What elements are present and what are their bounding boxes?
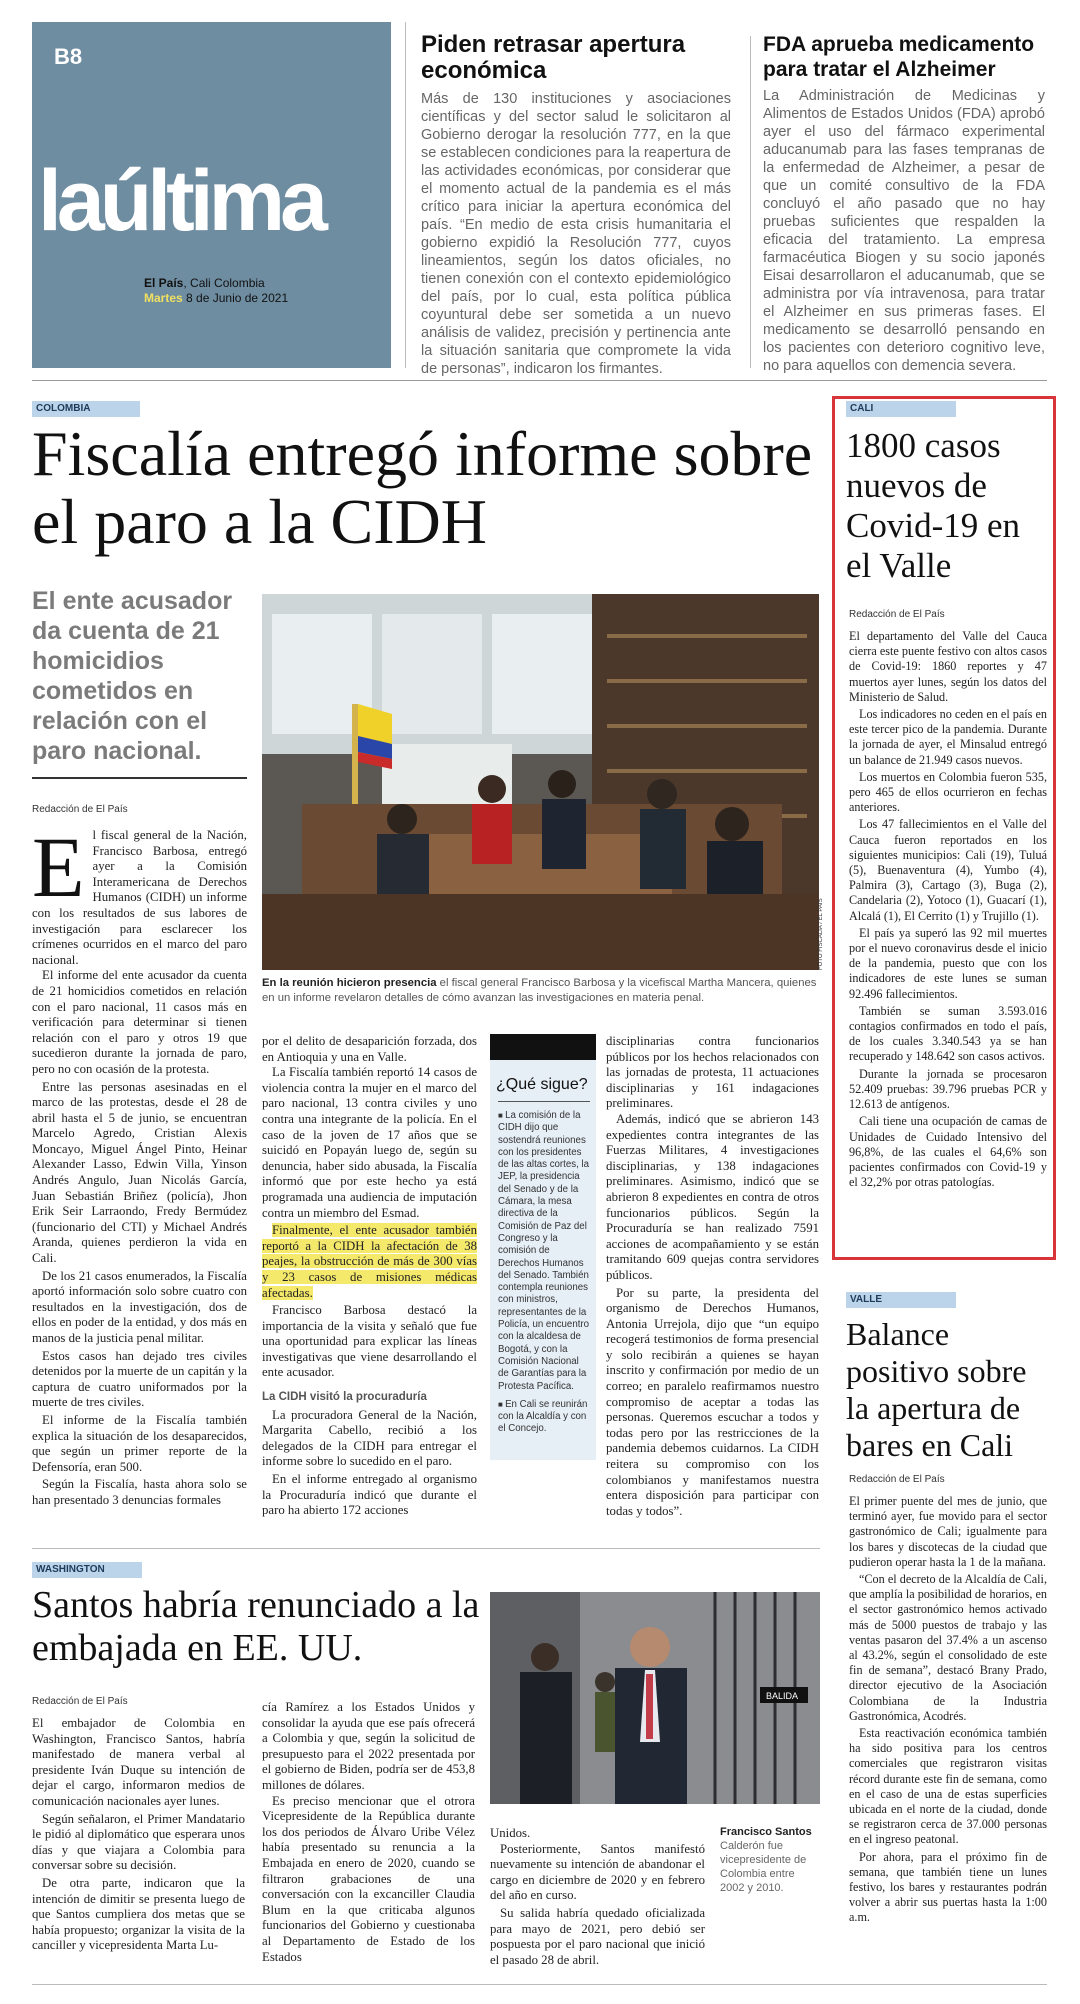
paragraph: “Con el decreto de la Alcaldía de Cali, que amplía la posibilidad de horarios, en el sector gastronómico hemos activado más de 5000 puestos de trabajo y las ventas pasaron del 37.4% a un ascenso al 43.2%, según el consolidado de este fin de semana”, destacó Brany Prado, director ejecutivo de la Asociación Colombiana de la Industria Gastronómica, Acodrés.: [849, 1572, 1047, 1723]
paragraph: Además, indicó que se abrieron 143 expedientes contra integrantes de las Fuerzas Militares, 4 investigaciones disciplinarias, y 138 indagaciones preliminares. Asimismo, indicó que se abrieron 8 expedientes en contra de otros funcionarios públicos. Según la Procuraduría se han realizado 7591 acciones de acompañamiento y se están tramitando 609 quejas contra servidores públicos.: [606, 1111, 819, 1282]
bullet-icon: ■: [498, 1111, 506, 1120]
main-column-1: [32, 819, 247, 1509]
paragraph: De otra parte, indicaron que la intención de dimitir se presenta luego de que Santos cumpliera dos metas que se había propuesto; organizar la visita de la canciller y vicepresidenta Marta Lu-: [32, 1875, 245, 1953]
lead-text: l fiscal general de la Nación, Francisco Barbosa, entregó ayer a la Comisión Interamericana de Derechos Humanos (CIDH) un informe con los resultados de sus labores de investigación para esclarecer los crímenes ocurridos en el marco del paro nacional.: [32, 828, 247, 967]
box-title: ¿Qué sigue?: [496, 1076, 588, 1093]
bares-headline: Balance positivo sobre la apertura de bares en Cali: [846, 1316, 1027, 1463]
paragraph: Entre las personas asesinadas en el marco de las protestas, desde el 28 de abril hasta el 5 de junio, se encuentran Marcelo Agredo, Cristian Alexis Moncayo, Miguel Ángel Pinto, Heinar Alexander Lasso, Edwin Villa, Yinson Andrés Angulo, Juan Nicolás García, Juan Sebastián Briñez (policía), Jhon Erik Seir Larraondo, Fredy Bermúdez (funcionario del CTI) y Michael Andrés Aranda, quienes perdieron la vida en Cali.: [32, 1079, 247, 1266]
section-tag: COLOMBIA: [32, 401, 140, 417]
divider: [750, 36, 751, 368]
santos-column-2: [262, 1700, 475, 1965]
teaser-economia: [421, 32, 731, 378]
deck: El ente acusador da cuenta de 21 homicidios cometidos en relación con el paro nacional.: [32, 587, 233, 765]
paragraph: disciplinarias contra funcionarios públicos por los hechos relacionados con las jornadas de protesta, 11 actuaciones disciplinarias y 161 indagaciones preliminares.: [606, 1034, 819, 1111]
main-headline: Fiscalía entregó informe sobre el paro a la CIDH: [32, 418, 813, 557]
main-column-2: [262, 1034, 477, 1519]
paragraph: Su salida habría quedado oficializada para mayo de 2021, pero debió ser pospuesta por el paro nacional que inició el pasado 28 de abril.: [490, 1905, 705, 1967]
photo-credit: FOTO FISCALÍA / EL PAÍS: [818, 898, 824, 970]
bullet-icon: ■: [498, 1399, 506, 1409]
masthead-date: El País, Cali Colombia Martes 8 de Junio de 2021: [144, 276, 289, 305]
paragraph: También se suman 3.593.016 contagios confirmados en todo el país, de los cuales 3.340.543 ya se han recuperado y 148.642 son casos activos.: [849, 1003, 1047, 1064]
city: Cali Colombia: [190, 276, 265, 290]
paragraph: Estos casos han dejado tres civiles detenidos por la muerte de un capitán y la captura de cuatro uniformados por la muerte de tres civiles.: [32, 1348, 247, 1410]
paragraph: En el informe entregado al organismo la Procuraduría indicó que durante el paro ha abierto 172 acciones: [262, 1472, 477, 1518]
santos-column-1: [32, 1716, 245, 1954]
caption-lead: En la reunión hicieron presencia: [262, 977, 437, 989]
photo-caption: [720, 1825, 820, 1895]
box-item-text: En Cali se reunirán con la Alcaldía y con el Concejo.: [498, 1398, 588, 1435]
box-item: [498, 1399, 592, 1436]
weekday: Martes: [144, 291, 183, 305]
masthead: [32, 22, 391, 368]
paragraph: por el delito de desaparición forzada, dos en Antioquia y una en Valle.: [262, 1034, 477, 1064]
main-column-4: [606, 1034, 819, 1519]
byline: Redacción de El País: [32, 804, 128, 815]
paragraph: El informe del ente acusador da cuenta de 21 homicidios cometidos en relación con el paro nacional, 11 casos más en verificación para determinar si tienen relación con el paro y otros 19 que sucedieron durante la jornada de paro, pero no con ocasión de la protesta.: [32, 968, 247, 1076]
paragraph: Francisco Barbosa destacó la importancia de la visita y señaló que fue una oportunidad para explicar las líneas investigativas que viene desarrollando el ente acusador.: [262, 1303, 477, 1380]
covid-body: [849, 629, 1047, 1190]
teaser-title: FDA aprueba medicamento para tratar el Alzheimer: [763, 33, 1035, 81]
paragraph: De los 21 casos enumerados, la Fiscalía aportó información solo sobre cuatro con resultados en la investigación, dos de ellos en poder de la entidad, y dos más en manos de la justicia penal militar.: [32, 1268, 247, 1345]
photo-caption: [262, 976, 819, 1006]
paragraph: El departamento del Valle del Cauca cierra este puente festivo con altos casos de Covid-19: 1860 reportes y 47 muertos ayer lunes, según los datos del Ministerio de Salud.: [849, 629, 1047, 704]
paragraph: Por su parte, la presidenta del organismo de Derechos Humanos, Antonia Urrejola, dijo que “un equipo recogerá testimonios de forma presencial y solo recibirán a quienes se hayan inscrito y confirmación por medio de un correo; en paralelo reafirmamos nuestro compromiso de aceptar a todas las personas. Queremos escuchar a todos y todas pero por las restricciones de la pandemia debemos cuidarnos. La CIDH reitera su compromiso con los colombianos y manifestamos nuestra entera disposición para participar con todas y todos”.: [606, 1285, 819, 1518]
paragraph: Posteriormente, Santos manifestó nuevamente su intención de abandonar el cargo en diciembre de 2020 y en febrero del año en curso.: [490, 1841, 705, 1903]
subheading: La CIDH visitó la procuraduría: [262, 1391, 427, 1404]
teaser-body: Más de 130 instituciones y asociaciones científicas y del sector salud le solicitaron al Gobierno derogar la resolución 777, en la que se establecen condiciones para la reapertura de las actividades económicas, por considerar que el momento actual de la pandemia es el más crítico para iniciar la apertura económica del país. “En medio de esta crisis humanitaria el gobierno expidió la Resolución 777, cuyos lineamientos, según los datos oficiales, no tienen conexión con el contexto epidemiológico del país, por lo cual, esta política pública coyuntural debe ser sometida a un nuevo análisis de validez, precisión y pertinencia ante la situación sanitaria que compromete la vida de personas”, indicaron los firmantes.: [421, 91, 731, 377]
drop-cap: E: [32, 819, 85, 915]
paragraph: La procuradora General de la Nación, Margarita Cabello, recibió a los delegados de la CIDH para entregar el informe sobre lo sucedido en el paro.: [262, 1407, 477, 1469]
divider: [405, 22, 406, 368]
paragraph: Esta reactivación económica también ha sido positiva para los centros comerciales que registraron visitas récord durante este fin de semana, como en el caso de una de estas superficies ubicada en el norte de la ciudad, donde se registraron cerca de 37.000 personas en el ingreso peatonal.: [849, 1726, 1047, 1847]
caption-title: Francisco Santos: [720, 1826, 812, 1838]
section-brand: laúltima: [38, 153, 323, 249]
section-tag: WASHINGTON: [32, 1562, 142, 1578]
paragraph: Los muertos en Colombia fueron 535, pero 465 de ellos ocurrieron en fechas anteriores.: [849, 769, 1047, 815]
paragraph: cía Ramírez a los Estados Unidos y consolidar la ayuda que ese país ofrecerá a Colombia y que, según la solicitud de presupuesto para el 2022 presentada por el gobierno de Biden, podría ser de 453,8 millones de dólares.: [262, 1700, 475, 1792]
lead-paragraph: [32, 819, 247, 968]
divider: [32, 1548, 820, 1549]
paragraph: Es preciso mencionar que el otrora Vicepresidente de la República durante los dos periodos de Álvaro Uribe Vélez había presentado su renuncia a la Embajada en enero de 2020, cuando se filtraron grabaciones de una conversación con la excanciller Claudia Blum en la que criticaba algunos funcionarios del Gobierno y cuestionaba al Departamento de Estado de los Estados: [262, 1793, 475, 1964]
photo-illustration: [262, 594, 819, 970]
que-sigue-box: [490, 1060, 596, 1460]
date: 8 de Junio de 2021: [186, 291, 289, 305]
teaser-body: La Administración de Medicinas y Alimentos de Estados Unidos (FDA) aprobó ayer el uso del fármaco experimental aducanumab para las fases tempranas de la enfermedad de Alzheimer, a pesar de que un comité consultivo de la FDA concluyó el año pasado que no hay pruebas suficientes que respalden la eficacia del tratamiento. La empresa farmacéutica Biogen y su socio japonés Eisai desarrollaron el aducanumab, que se administra por vía intravenosa, para tratar el Alzheimer en sus primeras fases. El medicamento se desarrolló pensando en los pacientes con deterioro cognitivo leve, no para aquellos con demencia severa.: [763, 88, 1045, 374]
box-item-text: La comisión de la CIDH dijo que sostendrá reuniones con los presidentes de las altas cortes, la JEP, la presidencia del Senado y de la Cámara, la mesa directiva de la Comisión de Paz del Congreso y la comisión de Derechos Humanos del Senado. También contempla reuniones con ministros, representantes de la Policía, un encuentro con la alcaldesa de Bogotá, y con la Comisión Nacional de Garantías para la Protesta Pacífica.: [498, 1110, 590, 1392]
meeting-photo: [262, 594, 819, 970]
box-header-bar: [490, 1034, 596, 1060]
caption-text: Calderón fue vicepresidente de Colombia entre 2002 y 2010.: [720, 1840, 807, 1894]
paragraph: Los 47 fallecimientos en el Valle del Cauca fueron reportados en los siguientes municipios: Cali (19), Tuluá (5), Buenaventura (4), Yumbo (4), Palmira (3), Cartago (3), Buga (2), Candelaria (2), Yotoco (1), Guacarí (1), Alcalá (1), El Cerrito (1) y Trujillo (1).: [849, 817, 1047, 923]
paragraph: El primer puente del mes de junio, que terminó ayer, fue movido para el sector gastronómico de Cali; igualmente para los bares y discotecas de la ciudad que pudieron operar hasta la 1 de la mañana.: [849, 1494, 1047, 1569]
paragraph: Cali tiene una ocupación de camas de Unidades de Cuidado Intensivo del 96,8%, de las cuales el 64,6% son pacientes confirmados con Covid-19 y el 32,2% por otras patologías.: [849, 1114, 1047, 1190]
santos-headline: Santos habría renunciado a la embajada en EE. UU.: [32, 1584, 480, 1669]
paragraph: Durante la jornada se procesaron 52.409 pruebas: 39.796 pruebas PCR y 12.613 de antígenos.: [849, 1066, 1047, 1112]
box-item: [498, 1110, 592, 1393]
page-number: B8: [54, 44, 83, 69]
section-tag: CALI: [846, 401, 956, 417]
paragraph: El embajador de Colombia en Washington, Francisco Santos, habría manifestado de manera verbal al presidente Iván Duque su intención de dejar el cargo, informaron medios de comunicación nacionales ayer lunes.: [32, 1716, 245, 1808]
covid-headline: 1800 casos nuevos de Covid-19 en el Valle: [846, 426, 1021, 585]
santos-column-3: [490, 1826, 705, 1968]
paragraph: Unidos.: [490, 1826, 531, 1840]
bares-body: [849, 1494, 1047, 1926]
photo-illustration: [490, 1592, 820, 1804]
highlight: Finalmente, el ente acusador también reportó a la CIDH la afectación de 38 peajes, la obstrucción de más de 300 vías y 23 casos de misiones médicas afectadas.: [262, 1223, 477, 1300]
divider: [32, 380, 1047, 381]
divider: [32, 777, 247, 779]
paragraph: Según la Fiscalía, hasta ahora solo se han presentado 3 denuncias formales: [32, 1477, 247, 1507]
byline: Redacción de El País: [849, 1474, 945, 1485]
teaser-title: Piden retrasar apertura económica: [421, 31, 686, 84]
box-list: [490, 1102, 596, 1436]
paragraph: El informe de la Fiscalía también explica la situación de los desaparecidos, que según un primer reporte de la Defensoría, eran 500.: [32, 1412, 247, 1474]
paragraph: El país ya superó las 92 mil muertes por el nuevo coronavirus desde el inicio de la pandemia, puesto que con los indicadores de este lunes se suman 92.496 fallecimientos.: [849, 925, 1047, 1001]
byline: Redacción de El País: [32, 1696, 128, 1707]
paper-name: El País: [144, 276, 184, 290]
section-tag: VALLE: [846, 1292, 956, 1308]
paragraph: Por ahora, para el próximo fin de semana, que también tiene un lunes festivo, los bares y restaurantes podrán volver a abrir sus puertas hasta la 1:00 a.m.: [849, 1849, 1047, 1925]
caption-text: el fiscal general Francisco Barbosa y la vicefiscal Martha Mancera, quienes en un informe revelaron detalles de cómo avanzan las investigaciones en materia penal.: [262, 977, 817, 1004]
paragraph: La Fiscalía también reportó 14 casos de violencia contra la mujer en el marco del paro nacional, 13 contra civiles y uno contra una integrante de la policía. En el caso de la joven de 17 años que se suicidó en Popayán luego de, según su denuncia, haber sido abusada, la Fiscalía informó que por este hecho ya está programada una audiencia de imputación contra un miembro del Esmad.: [262, 1065, 477, 1220]
teaser-fda: [763, 32, 1045, 375]
paragraph: Los indicadores no ceden en el país en este tercer pico de la pandemia. Durante la jornada de ayer, el Minsalud entregó un balance de 21.949 casos nuevos.: [849, 707, 1047, 767]
highlighted-paragraph: [262, 1223, 477, 1301]
sign-text: BALIDA: [766, 1691, 799, 1701]
santos-photo: [490, 1592, 820, 1804]
divider: [32, 1984, 1047, 1985]
byline: Redacción de El País: [849, 609, 945, 620]
paragraph: Según señalaron, el Primer Mandatario le pidió al diplomático que esperara unos días y que viajara a Colombia para conversar sobre su decisión.: [32, 1811, 245, 1873]
